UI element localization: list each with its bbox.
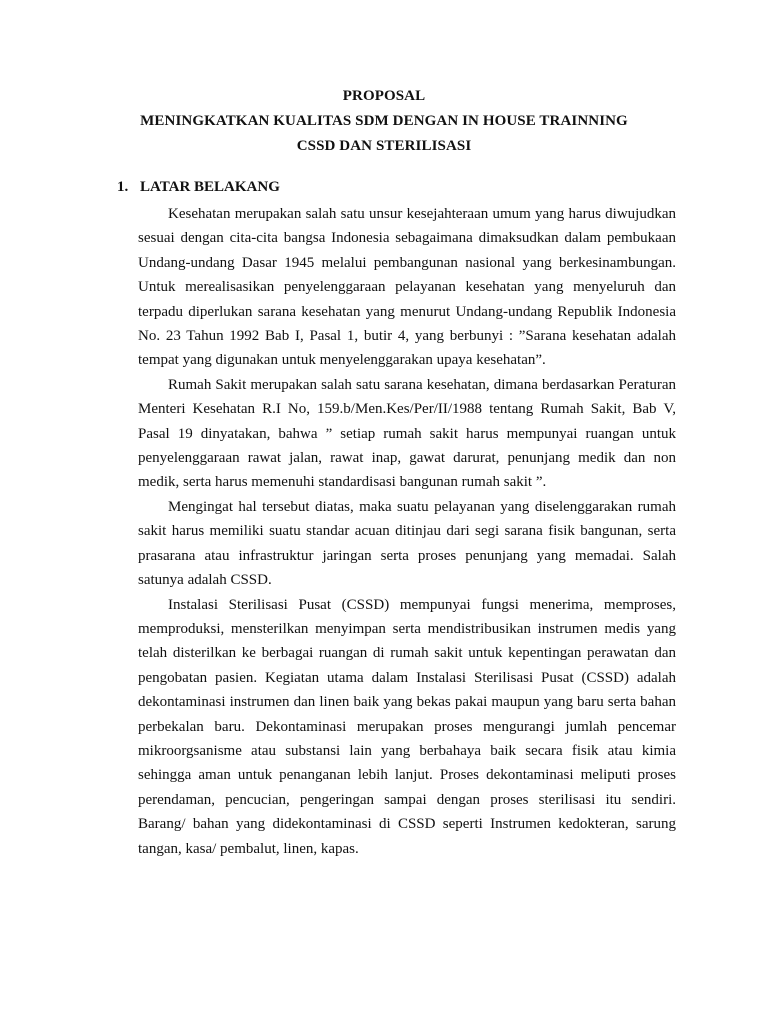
paragraph-kesehatan: Kesehatan merupakan salah satu unsur kesejahteraan umum yang harus diwujudkan sesuai dengan cita-cita bangsa Indonesia sebagaimana dimaksudkan dalam pembukaan Undang-undang Dasar 1945 melalui pembangunan nasional yang berkesinambungan. Untuk merealisasikan penyelenggaraan pelayanan kesehatan yang menyeluruh dan terpadu diperlukan sarana kesehatan yang menurut Undang-undang Republik Indonesia No. 23 Tahun 1992 Bab I, Pasal 1, butir 4, yang berbunyi : ”Sarana kesehatan adalah tempat yang digunakan untuk menyelenggarakan upaya kesehatan”. — [138, 206, 676, 369]
paragraph-instalasi-cssd: Instalasi Sterilisasi Pusat (CSSD) mempunyai fungsi menerima, memproses, memproduksi, mensterilkan menyimpan serta mendistribusikan instrumen medis yang telah disterilkan ke berbagai ruangan di rumah sakit untuk kepentingan perawatan dan pengobatan pasien. Kegiatan utama dalam Instalasi Sterilisasi Pusat (CSSD) adalah dekontaminasi instrumen dan linen baik yang bekas pakai maupun yang baru serta bahan perbekalan baru. Dekontaminasi merupakan proses mengurangi jumlah pencemar mikroorgsanisme atau substansi lain yang berbahaya baik secara fisik atau kimia sehingga aman untuk penanganan lebih lanjut. Proses dekontaminasi meliputi proses perendaman, pencucian, pengeringan sampai dengan proses sterilisasi itu sendiri. Barang/ bahan yang didekontaminasi di CSSD seperti Instrumen kedokteran, sarung tangan, kasa/ pembalut, linen, kapas. — [138, 596, 676, 857]
paragraph-mengingat: Mengingat hal tersebut diatas, maka suatu pelayanan yang diselenggarakan rumah sakit harus memiliki suatu standar acuan ditinjau dari segi sarana fisik bangunan, serta prasarana atau infrastruktur jaringan serta proses penunjang yang memadai. Salah satunya adalah CSSD. — [138, 498, 676, 589]
section-heading — [117, 179, 280, 196]
section-body — [138, 202, 676, 861]
document-title-proposal: PROPOSAL — [342, 88, 426, 104]
document-title-sub: CSSD DAN STERILISASI — [296, 138, 472, 154]
paragraph-rumah-sakit: Rumah Sakit merupakan salah satu sarana kesehatan, dimana berdasarkan Peraturan Menteri Kesehatan R.I No, 159.b/Men.Kes/Per/II/1988 tentang Rumah Sakit, Bab V, Pasal 19 dinyatakan, bahwa ” setiap rumah sakit harus mempunyai ruangan untuk penyelenggaraan rawat jalan, rawat inap, gawat darurat, penunjang medik dan non medik, serta harus memenuhi standardisasi bangunan rumah sakit ”. — [138, 376, 676, 491]
document-title-main: MENINGKATKAN KUALITAS SDM DENGAN IN HOUSE TRAINNING — [140, 113, 628, 129]
section-heading-text: LATAR BELAKANG — [140, 179, 280, 195]
section-number: 1. — [117, 179, 129, 195]
